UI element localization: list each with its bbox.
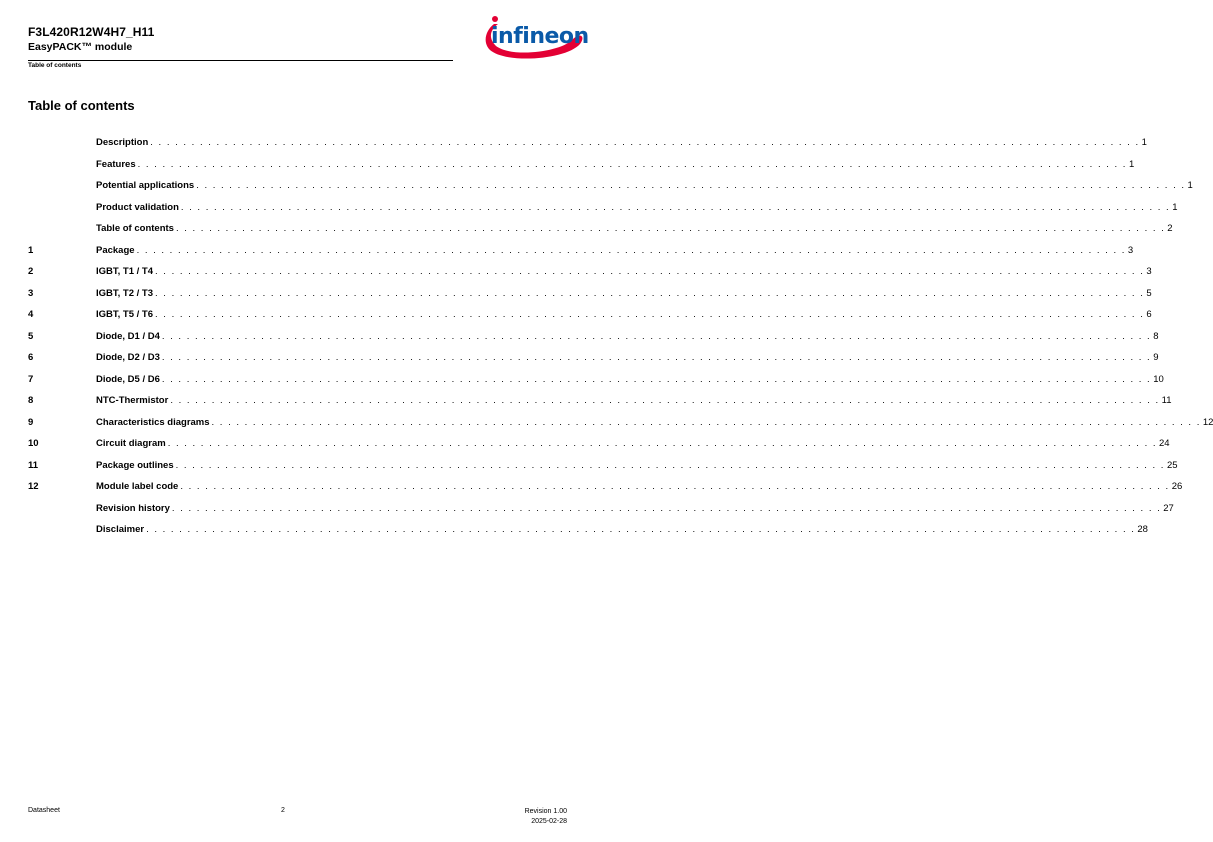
toc-dot-leader: . . . . . . . . . . . . . . . . . . . . . . . . . . . . . . . . . . . . . . . . . . . . . . . . . . . . . . . . . . . . . . . . . . . . . . . . . . . . . . . . . . . . . . . . . . . . . . . . . . . . . . . . . . . . . . . . . . . . . . . . [150,137,1140,148]
toc-entry-number: 6 [28,352,34,363]
toc-dot-leader: . . . . . . . . . . . . . . . . . . . . . . . . . . . . . . . . . . . . . . . . . . . . . . . . . . . . . . . . . . . . . . . . . . . . . . . . . . . . . . . . . . . . . . . . . . . . . . . . . . . . . . . . . . . . . . . . . . . . . . . . [136,244,1126,256]
toc-entry[interactable] [28,416,1213,439]
toc-entry-label[interactable]: Description [96,137,149,148]
toc-entry-line[interactable] [96,352,1159,363]
toc-entry-label[interactable]: Diode, D1 / D4 [96,330,160,342]
toc-entry-number: 10 [28,438,39,449]
header-section-label: Table of contents [28,62,82,69]
toc-entry-number: 8 [28,395,34,406]
toc-entry-line[interactable] [96,502,1174,514]
toc-entry[interactable] [28,459,1178,482]
toc-dot-leader: . . . . . . . . . . . . . . . . . . . . . . . . . . . . . . . . . . . . . . . . . . . . . . . . . . . . . . . . . . . . . . . . . . . . . . . . . . . . . . . . . . . . . . . . . . . . . . . . . . . . . . . . . . . . . . . . . . . . . . . . [146,524,1136,535]
toc-entry-line[interactable] [96,244,1134,256]
module-type: EasyPACK™ module [28,41,133,53]
toc-entry[interactable] [28,352,1159,374]
toc-entry-page[interactable]: 26 [1171,481,1183,492]
toc-dot-leader: . . . . . . . . . . . . . . . . . . . . . . . . . . . . . . . . . . . . . . . . . . . . . . . . . . . . . . . . . . . . . . . . . . . . . . . . . . . . . . . . . . . . . . . . . . . . . . . . . . . . . . . . . . . . . . . . . . . . . . . . [180,201,1171,213]
toc-entry-line[interactable] [96,481,1183,492]
footer-page-number: 2 [281,807,285,814]
toc-entry-number: 7 [28,373,34,385]
toc-entry[interactable] [28,309,1152,331]
toc-entry-label[interactable]: Package outlines [96,459,174,471]
toc-dot-leader: . . . . . . . . . . . . . . . . . . . . . . . . . . . . . . . . . . . . . . . . . . . . . . . . . . . . . . . . . . . . . . . . . . . . . . . . . . . . . . . . . . . . . . . . . . . . . . . . . . . . . . . . . . . . . . . . . . . . . . . . [155,287,1145,299]
toc-entry[interactable] [28,180,1193,202]
toc-entry-line[interactable] [96,416,1213,428]
toc-entry[interactable] [28,395,1172,417]
toc-entry-number: 12 [28,481,39,492]
toc-entry-label[interactable]: Circuit diagram [96,438,166,449]
toc-entry[interactable] [28,158,1135,181]
toc-entry-label[interactable]: Product validation [96,201,179,213]
toc-entry-label[interactable]: Disclaimer [96,524,145,535]
toc-entry-label[interactable]: Package [96,244,135,256]
toc-entry[interactable] [28,524,1148,546]
toc-entry[interactable] [28,244,1134,267]
toc-entry-page[interactable]: 6 [1146,309,1152,320]
toc-entry-line[interactable] [96,309,1152,320]
toc-dot-leader: . . . . . . . . . . . . . . . . . . . . . . . . . . . . . . . . . . . . . . . . . . . . . . . . . . . . . . . . . . . . . . . . . . . . . . . . . . . . . . . . . . . . . . . . . . . . . . . . . . . . . . . . . . . . . . . . . . . . . . . . [211,416,1201,428]
toc-entry-page[interactable]: 1 [1128,158,1135,170]
toc-dot-leader: . . . . . . . . . . . . . . . . . . . . . . . . . . . . . . . . . . . . . . . . . . . . . . . . . . . . . . . . . . . . . . . . . . . . . . . . . . . . . . . . . . . . . . . . . . . . . . . . . . . . . . . . . . . . . . . . . . . . . . . . [175,459,1165,471]
toc-dot-leader: . . . . . . . . . . . . . . . . . . . . . . . . . . . . . . . . . . . . . . . . . . . . . . . . . . . . . . . . . . . . . . . . . . . . . . . . . . . . . . . . . . . . . . . . . . . . . . . . . . . . . . . . . . . . . . . . . . . . . . . . [161,373,1152,385]
toc-entry-label[interactable]: Module label code [96,481,179,492]
toc-entry-label[interactable]: IGBT, T2 / T3 [96,287,154,299]
toc-entry[interactable] [28,330,1159,353]
toc-dot-leader: . . . . . . . . . . . . . . . . . . . . . . . . . . . . . . . . . . . . . . . . . . . . . . . . . . . . . . . . . . . . . . . . . . . . . . . . . . . . . . . . . . . . . . . . . . . . . . . . . . . . . . . . . . . . . . . . . . . . . . . . [155,266,1145,277]
toc-entry-number: 11 [28,459,39,471]
toc-dot-leader: . . . . . . . . . . . . . . . . . . . . . . . . . . . . . . . . . . . . . . . . . . . . . . . . . . . . . . . . . . . . . . . . . . . . . . . . . . . . . . . . . . . . . . . . . . . . . . . . . . . . . . . . . . . . . . . . . . . . . . . . [180,481,1170,492]
toc-dot-leader: . . . . . . . . . . . . . . . . . . . . . . . . . . . . . . . . . . . . . . . . . . . . . . . . . . . . . . . . . . . . . . . . . . . . . . . . . . . . . . . . . . . . . . . . . . . . . . . . . . . . . . . . . . . . . . . . . . . . . . . . [167,438,1158,449]
footer-revision-block [525,807,567,827]
toc-entry-line[interactable] [96,266,1152,277]
footer-doc-type: Datasheet [28,807,60,814]
toc-entry-page[interactable]: 11 [1161,395,1172,406]
toc-entry-label[interactable]: Characteristics diagrams [96,416,210,428]
toc-entry-line[interactable] [96,395,1172,406]
toc-entry-line[interactable] [96,373,1164,385]
part-number: F3L420R12W4H7_H11 [28,25,155,39]
infineon-logo [476,10,589,60]
toc-entry-label[interactable]: IGBT, T5 / T6 [96,309,154,320]
toc-entry-line[interactable] [96,438,1170,449]
toc-entry-line[interactable] [96,287,1152,299]
toc-entry-page[interactable]: 2 [1167,223,1173,234]
toc-entry-page[interactable]: 27 [1163,502,1174,514]
toc-dot-leader: . . . . . . . . . . . . . . . . . . . . . . . . . . . . . . . . . . . . . . . . . . . . . . . . . . . . . . . . . . . . . . . . . . . . . . . . . . . . . . . . . . . . . . . . . . . . . . . . . . . . . . . . . . . . . . . . . . . . . . . . [170,395,1160,406]
toc-entry-line[interactable] [96,180,1193,191]
toc-list [28,137,1213,546]
toc-dot-leader: . . . . . . . . . . . . . . . . . . . . . . . . . . . . . . . . . . . . . . . . . . . . . . . . . . . . . . . . . . . . . . . . . . . . . . . . . . . . . . . . . . . . . . . . . . . . . . . . . . . . . . . . . . . . . . . . . . . . . . . . [171,502,1162,514]
toc-dot-leader: . . . . . . . . . . . . . . . . . . . . . . . . . . . . . . . . . . . . . . . . . . . . . . . . . . . . . . . . . . . . . . . . . . . . . . . . . . . . . . . . . . . . . . . . . . . . . . . . . . . . . . . . . . . . . . . . . . . . . . . . [155,309,1145,320]
footer-revision: Revision 1.00 [524,808,567,815]
toc-dot-leader: . . . . . . . . . . . . . . . . . . . . . . . . . . . . . . . . . . . . . . . . . . . . . . . . . . . . . . . . . . . . . . . . . . . . . . . . . . . . . . . . . . . . . . . . . . . . . . . . . . . . . . . . . . . . . . . . . . . . . . . . [137,158,1127,170]
toc-entry[interactable] [28,438,1170,460]
toc-entry-number: 3 [28,287,34,299]
toc-entry-page[interactable]: 25 [1166,459,1178,471]
toc-entry-label[interactable]: Diode, D2 / D3 [96,352,160,363]
logo-wordmark: infineon [491,24,589,49]
page-title: Table of contents [28,98,135,113]
toc-entry-label[interactable]: NTC-Thermistor [96,395,169,406]
toc-entry-line[interactable] [96,524,1148,535]
toc-entry-page[interactable]: 10 [1153,373,1164,385]
toc-entry-label[interactable]: IGBT, T1 / T4 [96,266,154,277]
toc-entry[interactable] [28,201,1178,224]
toc-dot-leader: . . . . . . . . . . . . . . . . . . . . . . . . . . . . . . . . . . . . . . . . . . . . . . . . . . . . . . . . . . . . . . . . . . . . . . . . . . . . . . . . . . . . . . . . . . . . . . . . . . . . . . . . . . . . . . . . . . . . . . . . [196,180,1186,191]
toc-entry[interactable] [28,223,1173,245]
toc-entry[interactable] [28,266,1152,288]
toc-entry[interactable] [28,287,1152,310]
toc-entry-label[interactable]: Features [96,158,136,170]
toc-dot-leader: . . . . . . . . . . . . . . . . . . . . . . . . . . . . . . . . . . . . . . . . . . . . . . . . . . . . . . . . . . . . . . . . . . . . . . . . . . . . . . . . . . . . . . . . . . . . . . . . . . . . . . . . . . . . . . . . . . . . . . . . [161,330,1152,342]
toc-entry-label[interactable]: Potential applications [96,180,195,191]
logo-dot [492,16,498,22]
toc-entry-page[interactable]: 1 [1141,137,1147,148]
header-divider [28,60,453,61]
toc-entry[interactable] [28,373,1164,396]
toc-entry-label[interactable]: Revision history [96,502,170,514]
toc-entry-page[interactable]: 24 [1159,438,1170,449]
toc-entry-line[interactable] [96,137,1147,148]
toc-entry-line[interactable] [96,330,1159,342]
toc-entry[interactable] [28,137,1147,159]
toc-entry[interactable] [28,481,1183,503]
toc-entry[interactable] [28,502,1174,525]
toc-entry-label[interactable]: Table of contents [96,223,174,234]
toc-entry-page[interactable]: 12 [1202,416,1213,428]
toc-entry-number: 2 [28,266,34,277]
footer-date: 2025-02-28 [531,818,567,825]
toc-entry-label[interactable]: Diode, D5 / D6 [96,373,160,385]
toc-entry-number: 4 [28,309,34,320]
toc-entry-page[interactable]: 9 [1153,352,1159,363]
toc-entry-number: 9 [28,416,34,428]
toc-entry-page[interactable]: 1 [1172,201,1178,213]
toc-entry-line[interactable] [96,158,1135,170]
toc-entry-page[interactable]: 8 [1153,330,1159,342]
toc-entry-line[interactable] [96,201,1178,213]
toc-entry-page[interactable]: 5 [1146,287,1152,299]
toc-entry-number: 1 [28,244,34,256]
toc-dot-leader: . . . . . . . . . . . . . . . . . . . . . . . . . . . . . . . . . . . . . . . . . . . . . . . . . . . . . . . . . . . . . . . . . . . . . . . . . . . . . . . . . . . . . . . . . . . . . . . . . . . . . . . . . . . . . . . . . . . . . . . . [175,223,1166,234]
toc-dot-leader: . . . . . . . . . . . . . . . . . . . . . . . . . . . . . . . . . . . . . . . . . . . . . . . . . . . . . . . . . . . . . . . . . . . . . . . . . . . . . . . . . . . . . . . . . . . . . . . . . . . . . . . . . . . . . . . . . . . . . . . . [161,352,1152,363]
toc-entry-line[interactable] [96,223,1173,234]
toc-entry-line[interactable] [96,459,1178,471]
toc-entry-number: 5 [28,330,34,342]
toc-entry-page[interactable]: 28 [1137,524,1148,535]
toc-entry-page[interactable]: 1 [1187,180,1193,191]
toc-entry-page[interactable]: 3 [1127,244,1134,256]
toc-entry-page[interactable]: 3 [1146,266,1152,277]
